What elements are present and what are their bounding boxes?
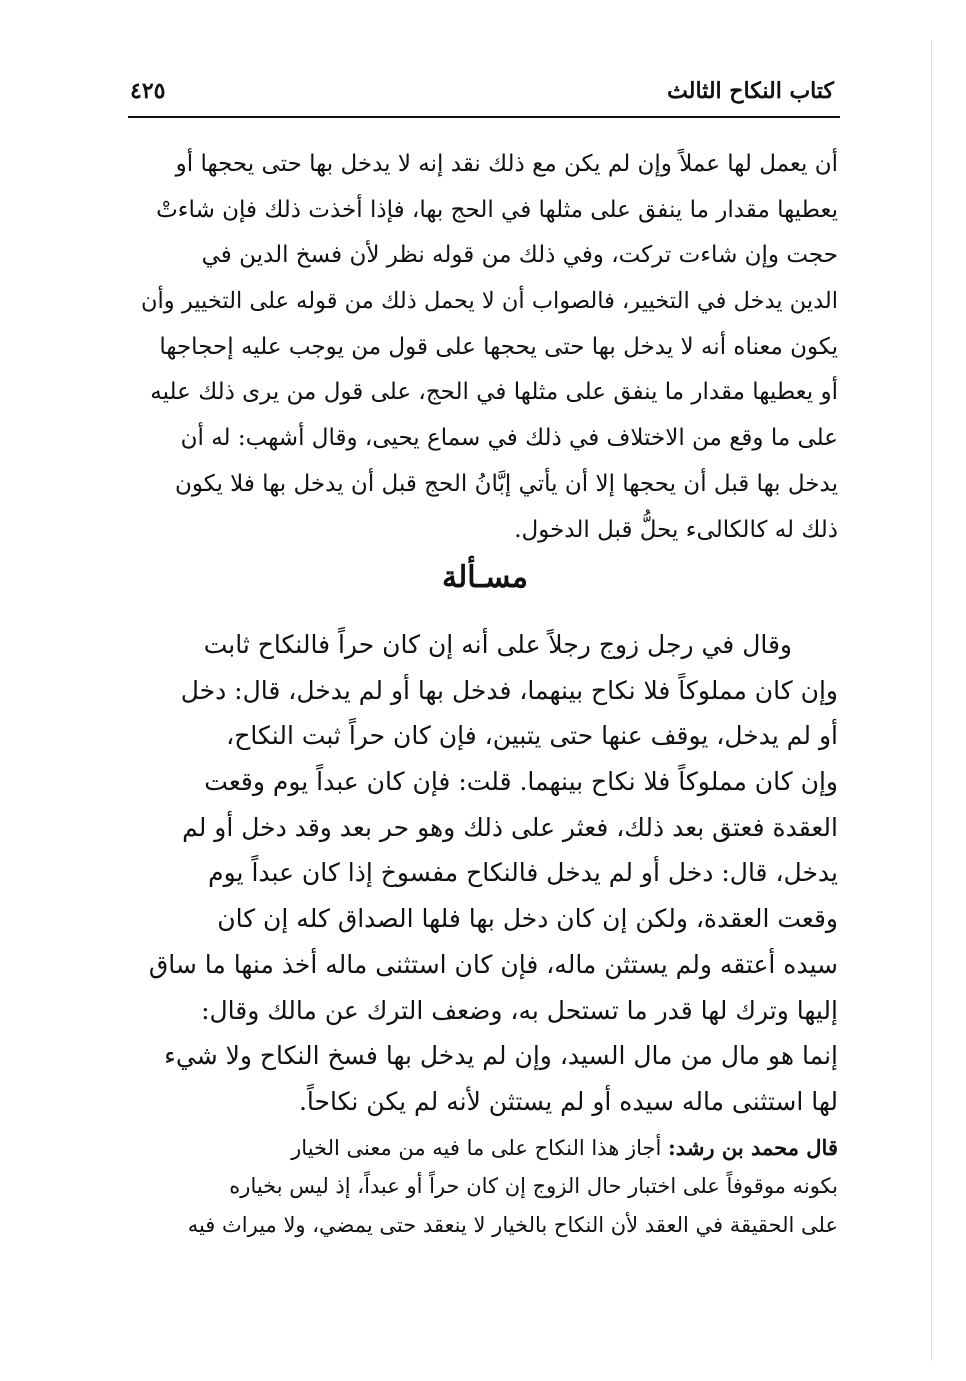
text-line: وقال في رجل زوج رجلاً على أنه إن كان حراً فالنكاح ثابت (203, 630, 792, 659)
text-line: العقدة فعتق بعد ذلك، فعثر على ذلك وهو حر بعد وقد دخل أو لم (182, 812, 838, 842)
paragraph-1 (132, 142, 838, 553)
text-line: ذلك له كالكالىء يحلُّ قبل الدخول. (514, 516, 838, 543)
page-edge-shadow (931, 40, 932, 1361)
text-line-with-speaker (132, 1128, 838, 1167)
text-line: إنما هو مال من مال السيد، وإن لم يدخل بها فسخ النكاح ولا شيء (164, 1041, 838, 1071)
text-line: حجت وإن شاءت تركت، وفي ذلك من قوله نظر لأن فسخ الدين في (201, 242, 838, 269)
text-line: وإن كان مملوكاً فلا نكاح بينهما، فدخل بها أو لم يدخل، قال: دخل (180, 675, 838, 705)
text-line: أو لم يدخل، يوقف عنها حتى يتبين، فإن كان حراً ثبت النكاح، (226, 721, 838, 751)
paragraph-3 (132, 1128, 838, 1245)
paragraph-2 (132, 622, 838, 1125)
running-head: كتاب النكاح الثالث (667, 78, 834, 104)
text-line: سيده أعتقه ولم يستثن ماله، فإن كان استثنى ماله أخذ منها ما ساق (148, 949, 838, 979)
section-heading: مسـألة (442, 560, 528, 595)
text-line: وإن كان مملوكاً فلا نكاح بينهما. قلت: فإن كان عبداً يوم وقعت (204, 767, 838, 797)
page-header (128, 74, 840, 118)
page-number: ٤٢٥ (130, 78, 166, 104)
text-line: يكون معناه أنه لا يدخل بها حتى يحجها على قول من يوجب عليه إحجاجها (159, 333, 838, 360)
text-run: أجاز هذا النكاح على ما فيه من معنى الخيار (291, 1136, 662, 1160)
text-line: إليها وترك لها قدر ما تستحل به، وضعف الترك عن مالك وقال: (201, 995, 838, 1025)
text-line: يدخل، قال: دخل أو لم يدخل فالنكاح مفسوخ إذا كان عبداً يوم (208, 858, 838, 888)
text-line: على الحقيقة في العقد لأن النكاح بالخيار لا ينعقد حتى يمضي، ولا ميراث فيه (187, 1213, 838, 1237)
text-line: الدين يدخل في التخيير، فالصواب أن لا يحمل ذلك من قوله على التخيير وأن (141, 288, 838, 315)
text-line: أو يعطيها مقدار ما ينفق على مثلها في الحج، على قول من يرى ذلك عليه (150, 379, 838, 406)
text-line: على ما وقع من الاختلاف في ذلك في سماع يحيى، وقال أشهب: له أن (180, 425, 838, 452)
speaker-label: قال محمد بن رشد: (668, 1135, 838, 1160)
text-line: أن يعمل لها عملاً وإن لم يكن مع ذلك نقد إنه لا يدخل بها حتى يحجها أو (175, 151, 838, 177)
text-line: لها استثنى ماله سيده أو لم يستثن لأنه لم يكن نكاحاً. (298, 1086, 838, 1116)
text-line: وقعت العقدة، ولكن إن كان دخل بها فلها الصداق كله إن كان (217, 904, 838, 934)
text-line: يدخل بها قبل أن يحجها إلا أن يأتي إبَّانُ الحج قبل أن يدخل بها فلا يكون (174, 470, 838, 497)
text-line: يعطيها مقدار ما ينفق على مثلها في الحج بها، فإذا أخذت ذلك فإن شاءتْ (156, 196, 838, 223)
text-line: بكونه موقوفاً على اختبار حال الزوج إن كان حراً أو عبداً، إذ ليس بخياره (229, 1174, 838, 1198)
